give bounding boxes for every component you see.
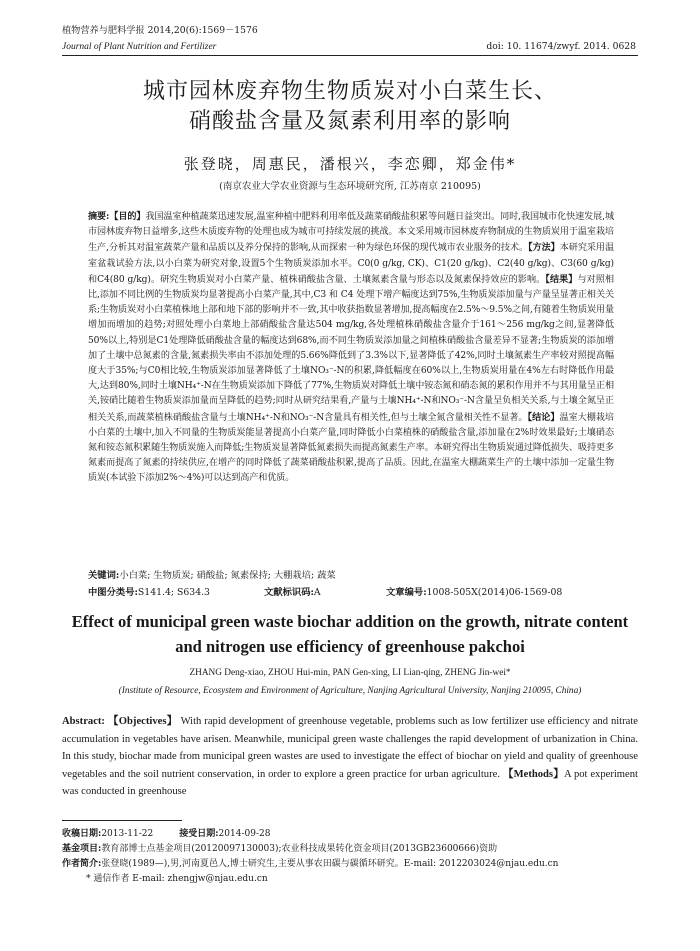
journal-citation-cn: 植物营养与肥料学报 2014,20(6):1569－1576: [62, 25, 258, 36]
title-en-line2: and nitrogen use efficiency of greenhouse pakchoi: [175, 637, 525, 656]
title-en-line1: Effect of municipal green waste biochar addition on the growth, nitrate content: [71, 612, 629, 631]
conclusion-text-cn: 温室大棚栽培小白菜的土壤中,加入不同量的生物质炭能显著提高小白菜产量,同时降低小白菜植株的硝酸盐含量,添加量在2%时效果最好;土壤硝态氮和铵态氮积累随生物质炭施入而降低;生物质炭显著降低氮素损失而提高氮素生产率。本研究得出生物质炭通过降低损失、吸持更多氮素而提高了氮素的持续供应,在增产的同时降低了蔬菜硝酸盐积累,提高了品质。因此,在温室大棚蔬菜生产的土壤中添加一定量生物质炭(本试验下添加2%～4%)可以达到高产和优质。: [88, 412, 615, 484]
authors-en: ZHANG Deng-xiao, ZHOU Hui-min, PAN Gen-xing, LI Lian-qing, ZHENG Jin-wei*: [189, 668, 511, 678]
methods-label-cn: 【方法】: [528, 242, 560, 254]
objective-text-cn: 我国温室种植蔬菜迅速发展,温室种植中肥料利用率低及蔬菜硝酸盐积累等问题日益突出。同时,我国城市化快速发展,城市园林废弃物日益增多,这些木质废弃物的处理也成为城市可持续发展的挑战。本文采用城市园林废弃物制成的生物质炭用于温室栽培生产,分析其对温室蔬菜产量和品质以及养分保持的影响,从而探索一种为绿色环保的现代城市农业服务的技术。: [88, 212, 614, 254]
affiliation-en: (Institute of Resource, Ecosystem and Environment of Agriculture, Nanjing Agricultural University, Nanjing 210095, China): [118, 686, 582, 696]
author-bio-footnote: [62, 856, 558, 869]
article-number-label: 文章编号:: [386, 587, 427, 598]
received-date: 2013-11-22: [101, 829, 154, 839]
abstract-cn-label: 摘要:: [88, 211, 110, 222]
title-cn-line2: 硝酸盐含量及氮素利用率的影响: [188, 109, 511, 134]
objectives-text-en: With rapid development of greenhouse vegetable, problems such as low fertilizer use efficiency and nitrate accumulation in vegetables have arisen. Meanwhile, municipal green waste challenges the rapid development of urbanization in China. In this study, biochar made from municipal green wastes are used to investigate the effect of biochar on yield and quality of greenhouse vegetables and the soil nutrient conservation, in order to explore a green practice for urban agriculture.: [62, 716, 638, 780]
clc-value: S141.4; S634.3: [137, 587, 210, 598]
conclusion-label-cn: 【结论】: [527, 411, 560, 423]
authors-cn: 张登晓，周惠民，潘根兴，李恋卿，郑金伟*: [183, 155, 517, 173]
methods-text-en: A pot experiment was conducted in greenhouse: [62, 768, 638, 797]
dates-footnote: [62, 826, 270, 839]
affiliation-cn: (南京农业大学农业资源与生态环境研究所, 江苏南京 210095): [219, 181, 481, 192]
header-rule: [62, 55, 638, 56]
abstract-en: [62, 713, 638, 801]
author-bio-label: 作者简介:: [62, 859, 102, 869]
classification-line: [88, 584, 618, 598]
doc-code-label: 文献标识码:: [264, 587, 314, 598]
author-bio-value: 张登晓(1989—),男,河南夏邑人,博士研究生,主要从事农田碳与碳循环研究。E-mail: 2012203024@njau.edu.cn: [101, 859, 559, 869]
accepted-date: 2014-09-28: [218, 829, 271, 839]
doi: doi: 10. 11674/zwyf. 2014. 0628: [486, 41, 636, 52]
methods-text-cn: 本研究采用温室盆栽试验方法,以小白菜为研究对象,设置5个生物质炭添加水平。C0(0 g/kg, CK)、C1(20 g/kg)、C2(40 g/kg)、C3(60 g/kg)和C4(80 g/kg)。研究生物质炭对小白菜产量、植株硝酸盐含量、土壤氮素含量与形态以及氮素保持效应的影响。: [88, 243, 614, 285]
keywords-cn-label: 关键词:: [88, 570, 120, 581]
results-label-cn: 【结果】: [545, 273, 578, 285]
accepted-label: 接受日期:: [179, 829, 219, 839]
abstract-cn: [88, 209, 614, 487]
fund-footnote: [62, 841, 497, 854]
fund-value: 教育部博士点基金项目(20120097130003);农业科技成果转化资金项目(2013GB23600666)资助: [101, 844, 498, 854]
corresponding-author: * 通信作者 E-mail: zhengjw@njau.edu.cn: [86, 874, 268, 884]
fund-label: 基金项目:: [62, 844, 102, 854]
article-number-value: 1008-505X(2014)06-1569-08: [426, 587, 563, 598]
objective-label-cn: 【目的】: [109, 211, 146, 222]
results-text-cn: 与对照相比,添加不同比例的生物质炭均显著提高小白菜产量,其中,C3 和 C4 处理下增产幅度达到75%,生物质炭添加量与产量呈显著正相关关系;生物质炭对小白菜植株地上部和地下部的影响并不一致,其中收获指数显著增加,提高幅度在2.5%～9.5%之间,有随着生物质炭用量增加而增加的趋势;对照处理小白菜地上部硝酸盐含量达504 mg/kg,各处理植株硝酸盐含量介于161～256 mg/kg之间,显著降低50%以上,特别是C1处理降低硝酸盐含量的幅度达到68%,而不同生物质炭添加量之间植株硝酸盐含量差异不显著;生物质炭的添加增加了土壤中总氮素的含量,氮素损失率由不添加处理的5.66%降低到了3.3%以下,显著降低了42%,同时土壤氮素生产率较对照提高幅度大于35%;与C0相比较,生物质炭添加显著降低了土壤NO₃⁻-N的积累,降低幅度在60%以上,生物质炭用量在4%左右时降低作用最大,达到80%,同时土壤NH₄⁺-N在生物质炭添加下降低了77%,生物质炭对降低土壤中铵态氮和硝态氮的累积作用并不与其用量呈正相关,铵硝比随着生物质炭添加量而呈降低的趋势;同时从研究结果看,产量与土壤NH₄⁺-N和NO₃⁻-N含量呈负相关关系,与土壤全氮呈正相关关系,而蔬菜植株硝酸盐含量与土壤NH₄⁺-N和NO₃⁻-N含量具有相关性,但与土壤全氮含量相关性不显著。: [88, 274, 614, 423]
journal-name-en: Journal of Plant Nutrition and Fertilizer: [62, 42, 217, 52]
keywords-cn: [88, 567, 336, 581]
objectives-label-en: 【Objectives】: [107, 716, 178, 727]
abstract-en-label: Abstract:: [62, 716, 105, 727]
footnote-rule: [62, 820, 182, 821]
received-label: 收稿日期:: [62, 829, 102, 839]
doc-code-value: A: [313, 587, 321, 598]
title-cn-line1: 城市园林废弃物生物质炭对小白菜生长、: [142, 79, 557, 104]
methods-label-en: 【Methods】: [502, 768, 565, 780]
keywords-cn-text: 小白菜; 生物质炭; 硝酸盐; 氮素保持; 大棚栽培; 蔬菜: [119, 570, 336, 581]
clc-label: 中图分类号:: [88, 587, 138, 598]
